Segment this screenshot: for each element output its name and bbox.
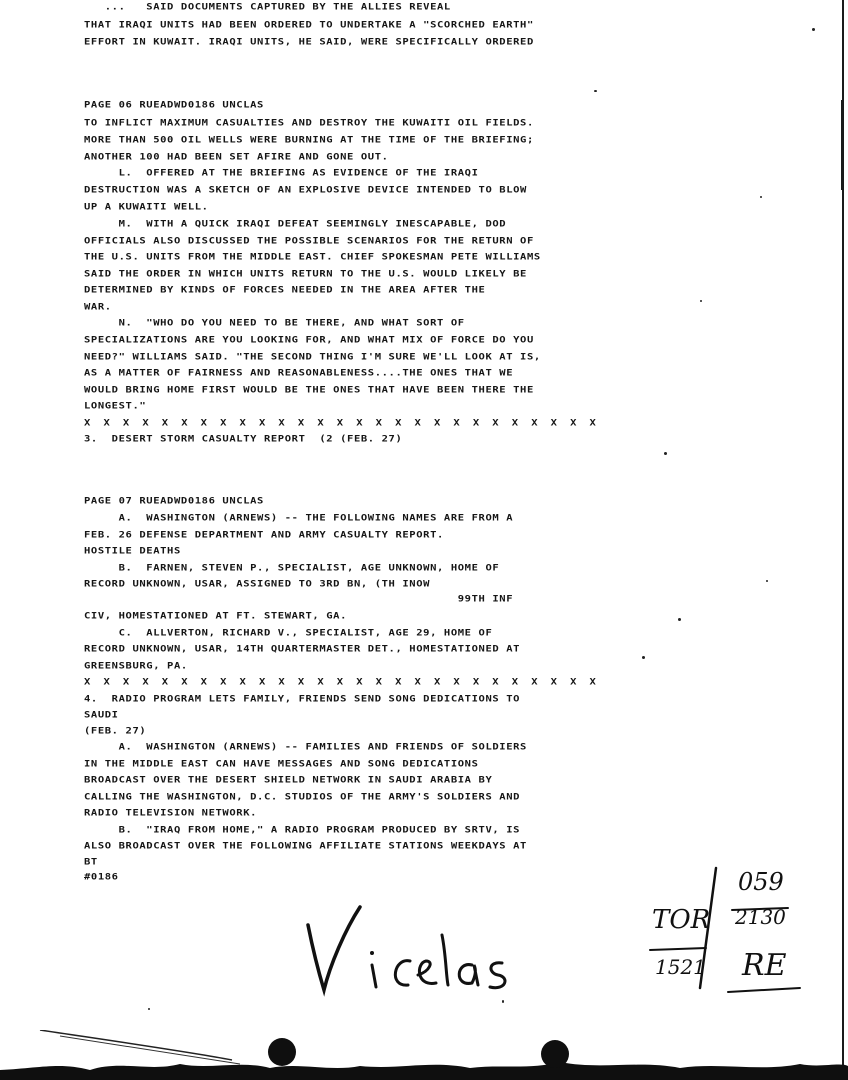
tor-time-bottom: 1521	[655, 955, 706, 979]
text-line: SPECIALIZATIONS ARE YOU LOOKING FOR, AND WHAT MIX OF FORCE DO YOU	[84, 335, 534, 346]
end-marker: #0186	[84, 872, 119, 883]
scan-speck	[760, 196, 762, 198]
text-line: CIV, HOMESTATIONED AT FT. STEWART, GA.	[84, 611, 348, 622]
separator-row: X X X X X X X X X X X X X X X X X X X X X X X X X X X	[84, 418, 600, 429]
text-line: THE U.S. UNITS FROM THE MIDDLE EAST. CHIEF SPOKESMAN PETE WILLIAMS	[84, 252, 541, 263]
page-header: PAGE 06 RUEADWD0186 UNCLAS	[84, 100, 264, 111]
separator-row: X X X X X X X X X X X X X X X X X X X X X X X X X X X	[84, 677, 600, 688]
text-line: A. WASHINGTON (ARNEWS) -- FAMILIES AND FRIENDS OF SOLDIERS	[84, 742, 527, 753]
tor-label: TOR	[652, 905, 711, 935]
scan-speck	[594, 90, 597, 92]
text-line: SAUDI	[84, 710, 119, 721]
text-line: A. WASHINGTON (ARNEWS) -- THE FOLLOWING NAMES ARE FROM A	[84, 513, 514, 524]
text-line: B. FARNEN, STEVEN P., SPECIALIST, AGE UNKNOWN, HOME OF	[84, 563, 500, 574]
text-line: L. OFFERED AT THE BRIEFING AS EVIDENCE OF THE IRAQI	[84, 168, 479, 179]
signature	[290, 895, 530, 1005]
signature-strokes	[290, 895, 530, 1005]
text-line: EFFORT IN KUWAIT. IRAQI UNITS, HE SAID, WERE SPECIFICALLY ORDERED	[84, 37, 534, 48]
scan-speck	[700, 300, 702, 302]
scan-speck	[664, 452, 667, 455]
text-line: LONGEST."	[84, 401, 147, 412]
text-line: N. "WHO DO YOU NEED TO BE THERE, AND WHAT SORT OF	[84, 318, 465, 329]
text-line: BT	[84, 857, 98, 868]
tor-time-top: 059	[738, 868, 784, 896]
initials: RE	[742, 948, 787, 983]
text-line: OFFICIALS ALSO DISCUSSED THE POSSIBLE SCENARIOS FOR THE RETURN OF	[84, 236, 534, 247]
text-line: WOULD BRING HOME FIRST WOULD BE THE ONES THAT HAVE BEEN THERE THE	[84, 385, 534, 396]
text-line: 99TH INF	[84, 594, 514, 605]
text-line: (FEB. 27)	[84, 726, 147, 737]
text-line: RADIO TELEVISION NETWORK.	[84, 808, 258, 819]
text-line: B. "IRAQ FROM HOME," A RADIO PROGRAM PRODUCED BY SRTV, IS	[84, 825, 521, 836]
text-line: UP A KUWAITI WELL.	[84, 202, 209, 213]
scan-speck	[766, 580, 768, 582]
text-line: TO INFLICT MAXIMUM CASUALTIES AND DESTROY THE KUWAITI OIL FIELDS.	[84, 118, 534, 129]
text-line: ... SAID DOCUMENTS CAPTURED BY THE ALLIES REVEAL	[84, 2, 451, 13]
text-line: ANOTHER 100 HAD BEEN SET AFIRE AND GONE OUT.	[84, 152, 389, 163]
scan-speck	[502, 1000, 504, 1003]
section-heading: 4. RADIO PROGRAM LETS FAMILY, FRIENDS SEND SONG DEDICATIONS TO	[84, 694, 521, 705]
text-line: ALSO BROADCAST OVER THE FOLLOWING AFFILIATE STATIONS WEEKDAYS AT	[84, 841, 527, 852]
text-line: HOSTILE DEATHS	[84, 546, 181, 557]
tor-time-mid: 2130	[735, 905, 786, 929]
text-line: NEED?" WILLIAMS SAID. "THE SECOND THING I'M SURE WE'LL LOOK AT IS,	[84, 352, 541, 363]
scan-bottom-edge	[0, 1030, 848, 1080]
scan-speck	[642, 656, 645, 659]
text-line: SAID THE ORDER IN WHICH UNITS RETURN TO THE U.S. WOULD LIKELY BE	[84, 269, 527, 280]
text-line: IN THE MIDDLE EAST CAN HAVE MESSAGES AND SONG DEDICATIONS	[84, 759, 479, 770]
text-line: CALLING THE WASHINGTON, D.C. STUDIOS OF THE ARMY'S SOLDIERS AND	[84, 792, 521, 803]
text-line: GREENSBURG, PA.	[84, 661, 188, 672]
text-line: THAT IRAQI UNITS HAD BEEN ORDERED TO UNDERTAKE A "SCORCHED EARTH"	[84, 20, 534, 31]
text-line: DESTRUCTION WAS A SKETCH OF AN EXPLOSIVE DEVICE INTENDED TO BLOW	[84, 185, 527, 196]
tor-slashes	[640, 860, 810, 1000]
text-line: RECORD UNKNOWN, USAR, ASSIGNED TO 3RD BN, (TH INOW	[84, 579, 431, 590]
text-line: FEB. 26 DEFENSE DEPARTMENT AND ARMY CASUALTY REPORT.	[84, 530, 444, 541]
text-line: RECORD UNKNOWN, USAR, 14TH QUARTERMASTER DET., HOMESTATIONED AT	[84, 644, 521, 655]
right-margin-rule-thick	[841, 100, 844, 190]
section-heading: 3. DESERT STORM CASUALTY REPORT (2 (FEB. 27)	[84, 434, 403, 445]
text-line: M. WITH A QUICK IRAQI DEFEAT SEEMINGLY INESCAPABLE, DOD	[84, 219, 507, 230]
text-line: MORE THAN 500 OIL WELLS WERE BURNING AT THE TIME OF THE BRIEFING;	[84, 135, 534, 146]
scan-speck	[812, 28, 815, 31]
scan-speck	[148, 1008, 150, 1010]
text-line: BROADCAST OVER THE DESERT SHIELD NETWORK IN SAUDI ARABIA BY	[84, 775, 493, 786]
scan-speck	[678, 618, 681, 621]
text-line: DETERMINED BY KINDS OF FORCES NEEDED IN THE AREA AFTER THE	[84, 285, 486, 296]
text-line: WAR.	[84, 302, 112, 313]
text-line: C. ALLVERTON, RICHARD V., SPECIALIST, AGE 29, HOME OF	[84, 628, 493, 639]
page-header: PAGE 07 RUEADWD0186 UNCLAS	[84, 496, 264, 507]
text-line: AS A MATTER OF FAIRNESS AND REASONABLENESS....THE ONES THAT WE	[84, 368, 514, 379]
